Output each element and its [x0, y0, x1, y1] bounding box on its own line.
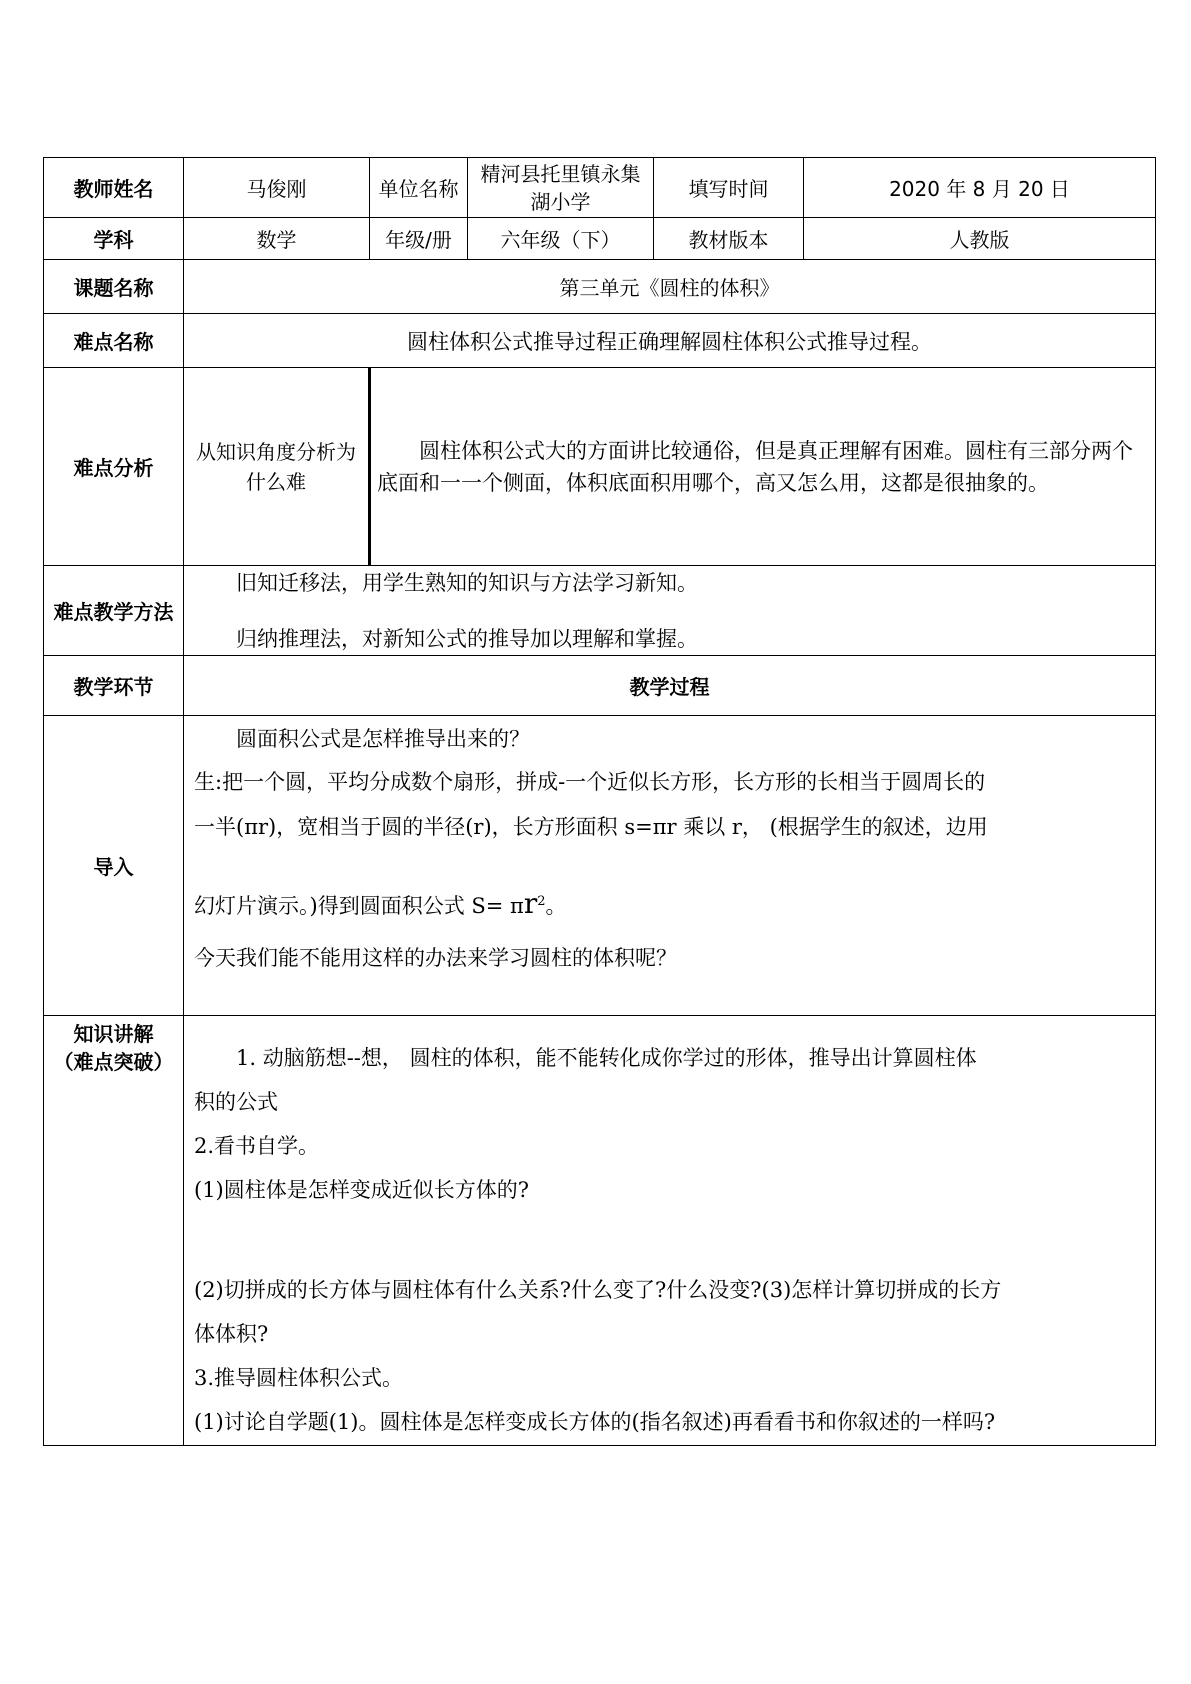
intro-line-4: [194, 888, 1145, 922]
intro-line-1: 圆面积公式是怎样推导出来的？: [236, 727, 530, 751]
intro-cell: [184, 716, 1156, 1016]
knowledge-line-7: 3.推导圆柱体积公式。: [194, 1366, 404, 1390]
header-row-1: [44, 158, 1156, 218]
topic-row: [44, 260, 1156, 314]
intro-line-3: 一半(πr)，宽相当于圆的半径(r)，长方形面积 s=πr 乘以 r， (根据学生的叙述，边用: [194, 815, 988, 839]
difficulty-label: 难点名称: [44, 314, 184, 368]
method-line-2: 归纳推理法，对新知公式的推导加以理解和掌握。: [236, 626, 698, 651]
intro-line-4-prefix: 幻灯片演示。)得到圆面积公式 S= π: [194, 894, 524, 918]
process-header-row: [44, 656, 1156, 716]
analysis-cell: [370, 368, 1156, 566]
knowledge-line-6: 体体积?: [194, 1322, 269, 1346]
subject-label: 学科: [44, 218, 184, 260]
grade: 六年级（下）: [468, 218, 654, 260]
edition: 人教版: [804, 218, 1156, 260]
intro-row: [44, 716, 1156, 1016]
difficulty-row: [44, 314, 1156, 368]
knowledge-line-8: (1)讨论自学题(1)。圆柱体是怎样变成长方体的(指名叙述)再看看书和你叙述的一样吗?: [194, 1410, 996, 1434]
knowledge-label: [44, 1016, 184, 1446]
knowledge-label-line-2: （难点突破）: [53, 1050, 174, 1074]
analysis-label: 难点分析: [44, 368, 184, 566]
lesson-plan-table: [43, 157, 1156, 1446]
method-row: [44, 566, 1156, 656]
lesson-plan-page: [43, 157, 1155, 1446]
intro-line-4-suffix: 。: [545, 894, 567, 918]
knowledge-line-1: 1. 动脑筋想--想， 圆柱的体积，能不能转化成你学过的形体，推导出计算圆柱体: [236, 1046, 977, 1070]
unit-name: 精河县托里镇永集湖小学: [468, 158, 654, 218]
edition-label: 教材版本: [654, 218, 804, 260]
process-stage-label: 教学环节: [44, 656, 184, 716]
fill-time-label: 填写时间: [654, 158, 804, 218]
difficulty-value: 圆柱体积公式推导过程正确理解圆柱体积公式推导过程。: [184, 314, 1156, 368]
grade-label: 年级/册: [370, 218, 468, 260]
teacher-name: 马俊刚: [184, 158, 370, 218]
subject: 数学: [184, 218, 370, 260]
intro-line-5: 今天我们能不能用这样的办法来学习圆柱的体积呢？: [194, 946, 677, 970]
knowledge-line-2: 积的公式: [194, 1090, 278, 1114]
intro-line-2: 生:把一个圆，平均分成数个扇形，拼成-一个近似长方形，长方形的长相当于圆周长的: [194, 770, 986, 794]
method-line-1: 旧知迁移法，用学生熟知的知识与方法学习新知。: [236, 570, 698, 595]
fill-time: 2020 年 8 月 20 日: [804, 158, 1156, 218]
topic-value: 第三单元《圆柱的体积》: [184, 260, 1156, 314]
unit-label: 单位名称: [370, 158, 468, 218]
analysis-sub-label: 从知识角度分析为什么难: [184, 368, 370, 566]
topic-label: 课题名称: [44, 260, 184, 314]
knowledge-label-line-1: 知识讲解: [73, 1022, 154, 1046]
knowledge-line-3: 2.看书自学。: [194, 1134, 320, 1158]
method-label: 难点教学方法: [44, 566, 184, 656]
analysis-text: 圆柱体积公式大的方面讲比较通俗，但是真正理解有困难。圆柱有三部分两个底面和一一个侧面，体积底面积用哪个，高又怎么用，这都是很抽象的。: [377, 438, 1133, 495]
formula-exponent: 2: [537, 894, 546, 909]
formula-r: r: [523, 887, 538, 920]
knowledge-line-5: (2)切拼成的长方体与圆柱体有什么关系?什么变了?什么没变?(3)怎样计算切拼成的长方: [194, 1278, 1002, 1302]
method-cell: [184, 566, 1156, 656]
process-title: 教学过程: [184, 656, 1156, 716]
analysis-row: [44, 368, 1156, 566]
knowledge-row: [44, 1016, 1156, 1446]
knowledge-cell: [184, 1016, 1156, 1446]
teacher-name-label: 教师姓名: [44, 158, 184, 218]
knowledge-line-4: (1)圆柱体是怎样变成近似长方体的?: [194, 1178, 530, 1202]
header-row-2: [44, 218, 1156, 260]
intro-label: 导入: [44, 716, 184, 1016]
